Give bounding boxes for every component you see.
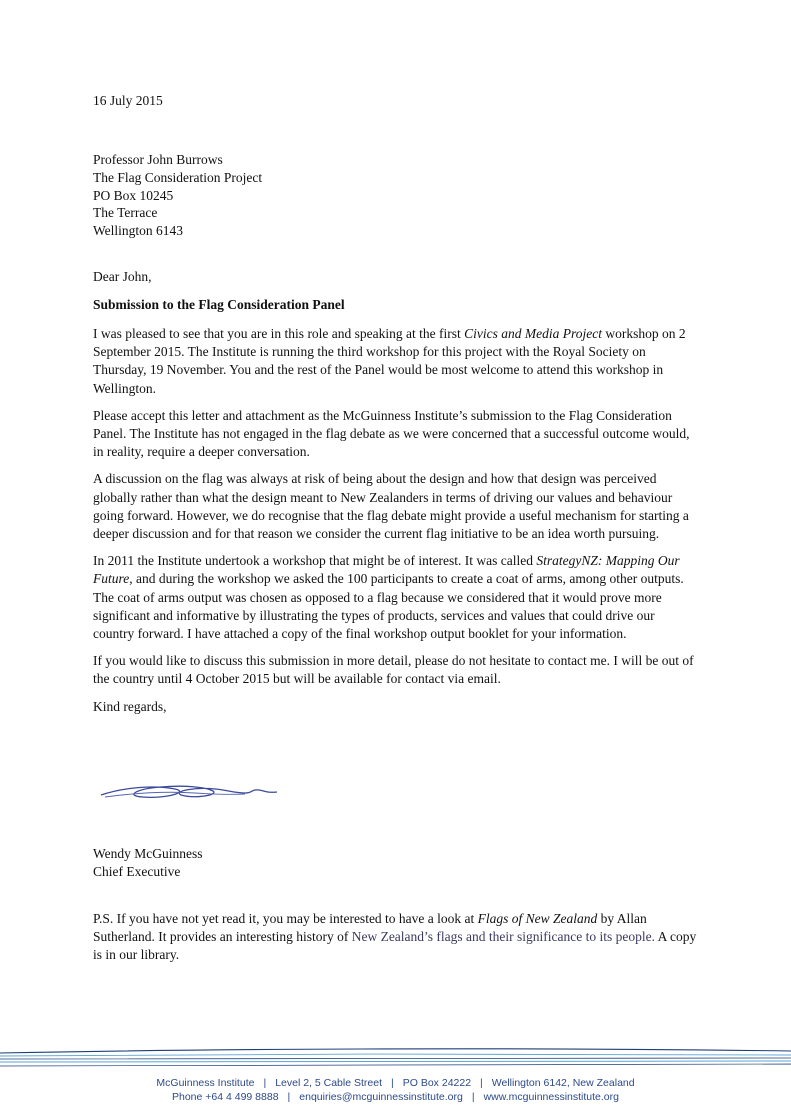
footer-separator: |	[263, 1077, 267, 1089]
postscript	[93, 910, 699, 965]
footer-separator: |	[391, 1077, 394, 1089]
paragraph-3: A discussion on the flag was always at risk of being about the design and how that design was perceived globally rather than what the design meant to New Zealanders in terms of driving our values and behaviour going forward. However, we do recognise that the flag debate might provide a useful mechanism for starting a deeper discussion and for that reason we consider the current flag initiative to be an idea worth pursuing.	[93, 471, 689, 542]
signer-name: Wendy McGuinness	[93, 846, 203, 861]
recipient-name: Professor John Burrows	[93, 152, 223, 167]
salutation: Dear John,	[93, 269, 152, 284]
workshop-title: StrategyNZ: Mapping Our Future	[93, 553, 680, 587]
book-title: Flags of New Zealand	[477, 911, 598, 926]
signature-image	[95, 775, 285, 811]
project-title: Civics and Media Project	[464, 326, 602, 341]
postscript-text: P.S. If you have not yet read it, you may be interested to have a look at	[93, 911, 478, 926]
footer-line-1	[0, 1076, 791, 1090]
paragraph-2: Please accept this letter and attachment as the McGuinness Institute’s submission to the Flag Consideration Panel. The Institute has not engaged in the flag debate as we were concerned that a successful outcome would, in reality, require a deeper conversation.	[93, 407, 690, 460]
postscript-text-cont: by Allan Sutherland. It provides an interesting history of	[93, 911, 647, 945]
footer-line-2	[0, 1090, 791, 1104]
recipient-po-box: PO Box 10245	[93, 187, 174, 203]
footer-separator: |	[287, 1091, 291, 1103]
footer-city: Wellington 6142, New Zealand	[491, 1077, 635, 1089]
postscript-highlight: New Zealand’s flags and their significance to its people.	[351, 929, 655, 945]
paragraph-5: If you would like to discuss this submission in more detail, please do not hesitate to contact me. I will be out of the country until 4 October 2015 but will be available for contact via email.	[93, 653, 694, 687]
recipient-address	[93, 151, 262, 240]
recipient-locality: The Terrace	[93, 205, 158, 221]
footer-email-link[interactable]: enquiries@mcguinnessinstitute.org	[299, 1091, 463, 1103]
letter-date: 16 July 2015	[93, 93, 163, 108]
recipient-organisation: The Flag Consideration Project	[93, 169, 263, 185]
paragraph-4	[93, 552, 699, 643]
footer-contact	[0, 1076, 791, 1104]
subject-line: Submission to the Flag Consideration Panel	[93, 297, 345, 312]
footer-phone: Phone +64 4 499 8888	[171, 1091, 279, 1103]
closing: Kind regards,	[93, 698, 167, 714]
footer-separator: |	[471, 1091, 475, 1103]
paragraph-1	[93, 325, 699, 398]
postscript-text-end: A copy is in our library.	[93, 929, 697, 963]
footer-street: Level 2, 5 Cable Street	[275, 1077, 383, 1089]
signer-title: Chief Executive	[93, 864, 181, 879]
footer-separator: |	[480, 1077, 483, 1089]
paragraph-1-text: I was pleased to see that you are in this role and speaking at the first	[93, 326, 465, 341]
footer-po-box: PO Box 24222	[402, 1077, 472, 1089]
signoff-block	[93, 845, 203, 881]
paragraph-1-text-cont: workshop on 2 September 2015. The Institute is running the third workshop for this project with the Royal Society on Thursday, 19 November. You and the rest of the Panel would be most welcome to attend this workshop in Wellington.	[93, 326, 686, 396]
footer-org: McGuinness Institute	[156, 1077, 255, 1089]
letter-body	[93, 325, 699, 725]
recipient-city: Wellington 6143	[93, 223, 184, 239]
footer-website-link[interactable]: www.mcguinnessinstitute.org	[483, 1091, 619, 1103]
paragraph-4-text: In 2011 the Institute undertook a workshop that might be of interest. It was called	[93, 553, 537, 569]
paragraph-4-text-cont: , and during the workshop we asked the 100 participants to create a coat of arms, among other outputs. The coat of arms output was chosen as opposed to a flag because we considered that it would prove more significant and informative by illustrating the types of products, services and values that could drive our country forward. I have attached a copy of the final workshop output booklet for your information.	[93, 571, 684, 642]
footer-decorative-lines	[0, 1043, 791, 1073]
